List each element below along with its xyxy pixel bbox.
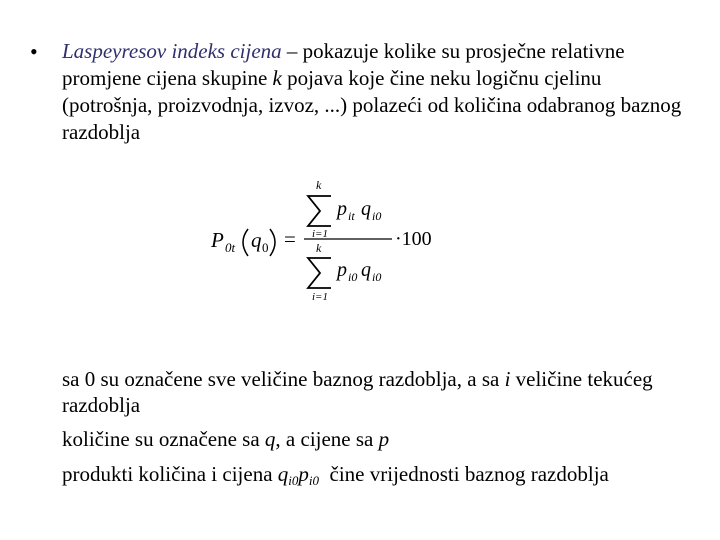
denominator-sigma	[308, 258, 331, 288]
index-term: Laspeyresov indeks cijena	[62, 39, 282, 63]
lhs-symbol: P	[211, 228, 224, 252]
arg-symbol: q	[251, 228, 262, 252]
note-1-text-a: sa 0 su označene sve veličine baznog razdoblja, a sa	[62, 367, 505, 391]
denominator-sum-lower: i=1	[312, 291, 328, 303]
note-3-p-subscript: i0	[308, 473, 320, 488]
denominator-sum-upper: k	[316, 241, 322, 255]
notes-block	[62, 366, 702, 487]
arg-subscript: 0	[262, 240, 269, 255]
note-3-text-b: čine vrijednosti baznog razdoblja	[319, 462, 609, 486]
denominator-p: p	[337, 259, 347, 281]
variable-k: k	[272, 66, 282, 90]
note-3-variable-p: p	[298, 462, 309, 486]
numerator-q: q	[361, 198, 371, 220]
lhs-subscript: 0t	[225, 240, 236, 255]
note-base-current	[62, 366, 702, 418]
bullet-marker: •	[30, 39, 38, 64]
note-3-text-a: produkti količina i cijena	[62, 462, 278, 486]
multiplier: ·100	[395, 228, 432, 250]
denominator-q-subscript: i0	[372, 270, 382, 284]
left-paren	[243, 229, 248, 256]
note-3-q-subscript: i0	[288, 473, 299, 488]
note-2-text-b: , a cijene sa	[275, 427, 379, 451]
note-3-variable-q: q	[277, 462, 289, 486]
definition-part-2: pojava koje čine neku logičnu cjelinu (potrošnja, proizvodnja, izvoz, ...) polazeći od količina odabranog baznog razdoblja	[62, 66, 682, 144]
numerator-sigma	[308, 196, 331, 226]
note-1-text-b: veličine tekućeg razdoblja	[62, 367, 653, 417]
note-2-variable-q: q	[264, 427, 276, 451]
numerator-sum-lower: i=1	[312, 228, 328, 240]
note-1-variable-i: i	[504, 367, 511, 391]
equals-sign: =	[284, 227, 296, 251]
note-products	[62, 461, 702, 487]
denominator-q: q	[361, 259, 371, 281]
numerator-q-subscript: i0	[372, 209, 382, 223]
right-paren	[270, 229, 275, 256]
term-dash: –	[281, 39, 303, 63]
note-2-text-a: količine su označene sa	[62, 427, 265, 451]
definition-part-1: pokazuje kolike su prosječne relativne promjene cijena skupine	[62, 39, 625, 90]
numerator-p: p	[337, 198, 347, 220]
note-2-variable-p: p	[378, 427, 390, 451]
numerator-sum-upper: k	[316, 178, 322, 192]
numerator-p-subscript: it	[348, 209, 355, 223]
denominator-p-subscript: i0	[348, 270, 358, 284]
note-quantities-prices	[62, 426, 702, 452]
